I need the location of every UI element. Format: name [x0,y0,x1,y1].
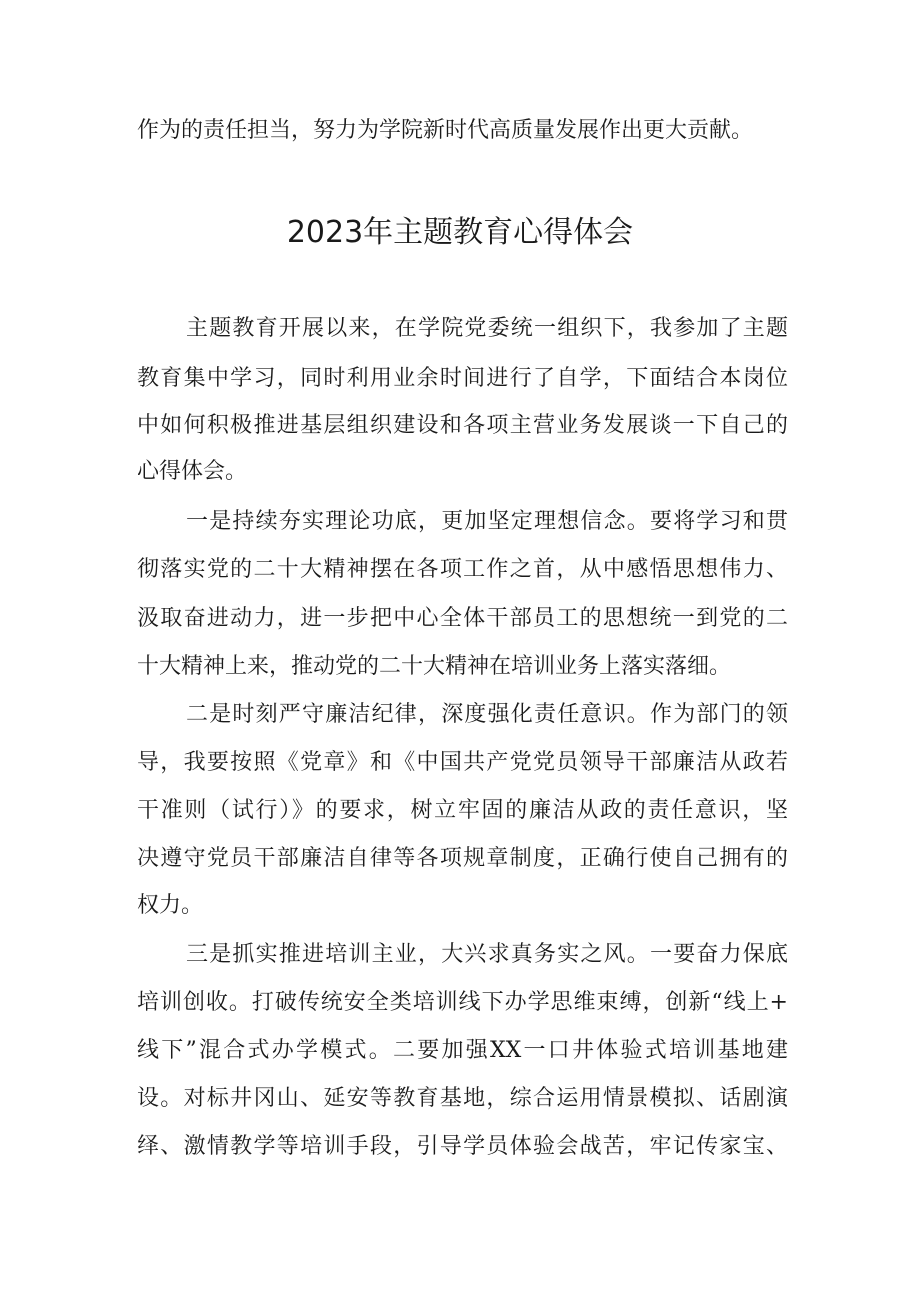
paragraph-2-line-3: 汲取奋进动力，进一步把中心全体干部员工的思想统一到党的二 [137,606,788,631]
paragraph-3-line-2: 导，我要按照《党章》和《中国共产党党员领导干部廉洁从政若 [137,750,788,775]
paragraph-3-line-1: 二是时刻严守廉洁纪律，深度强化责任意识。作为部门的领 [186,702,788,727]
lead-line: 作为的责任担当，努力为学院新时代高质量发展作出更大贡献。 [137,118,754,143]
paragraph-3-line-5: 权力。 [137,893,204,918]
paragraph-4-line-4: 设。对标井冈山、延安等教育基地，综合运用情景模拟、话剧演 [137,1086,788,1111]
document-title: 2023年主题教育心得体会 [286,215,634,250]
paragraph-1-line-3: 中如何积极推进基层组织建设和各项主营业务发展谈一下自己的 [137,413,788,438]
paragraph-2-line-4: 十大精神上来，推动党的二十大精神在培训业务上落实落细。 [137,654,732,679]
paragraph-1-line-2: 教育集中学习，同时利用业余时间进行了自学，下面结合本岗位 [137,366,788,391]
paragraph-2-line-1: 一是持续夯实理论功底，更加坚定理想信念。要将学习和贯 [186,509,788,534]
paragraph-3-line-3: 干准则（试行）》的要求，树立牢固的廉洁从政的责任意识，坚 [137,798,788,823]
paragraph-2-line-2: 彻落实党的二十大精神摆在各项工作之首，从中感悟思想伟力、 [137,557,788,582]
paragraph-4-line-3: 线下”混合式办学模式。二要加强XX一口井体验式培训基地建 [137,1038,788,1063]
paragraph-4-line-2: 培训创收。打破传统安全类培训线下办学思维束缚，创新“线上+ [137,990,788,1015]
paragraph-4-line-1: 三是抓实推进培训主业，大兴求真务实之风。一要奋力保底 [186,942,788,967]
paragraph-3-line-4: 决遵守党员干部廉洁自律等各项规章制度，正确行使自己拥有的 [137,846,788,871]
paragraph-1-line-1: 主题教育开展以来，在学院党委统一组织下，我参加了主题 [186,316,788,341]
paragraph-1-line-4: 心得体会。 [137,459,248,484]
paragraph-4-line-5: 绎、激情教学等培训手段，引导学员体验会战苦，牢记传家宝、 [137,1134,788,1159]
